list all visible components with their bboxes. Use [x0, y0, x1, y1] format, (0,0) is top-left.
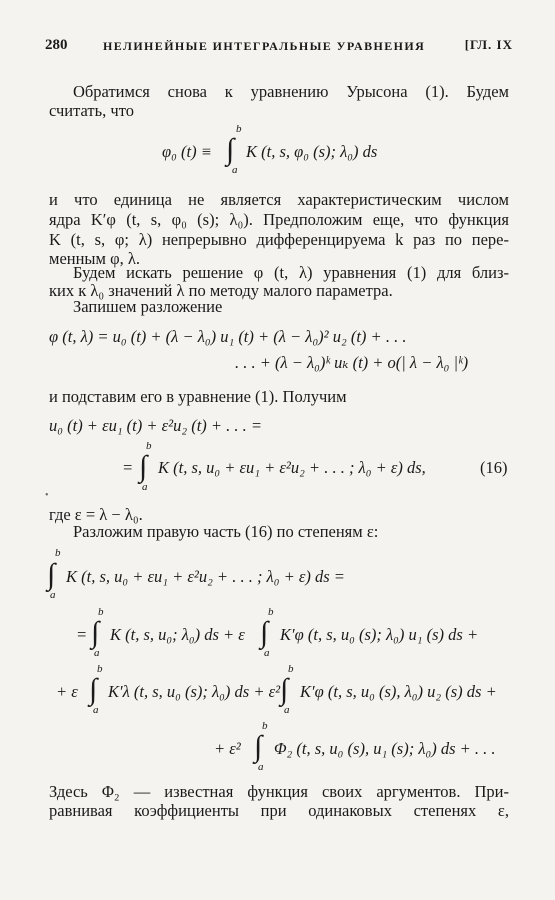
text-line: ких к λ₀ значений λ по методу малого параметра. — [49, 281, 393, 300]
formula-prefix: + ε — [56, 682, 78, 701]
text-line: считать, что — [49, 101, 134, 120]
equation-number: (16) — [480, 458, 508, 477]
integral-sign: ∫ — [91, 616, 100, 649]
integral-sign: ∫ — [280, 673, 289, 706]
integral-upper-limit: b — [268, 606, 274, 618]
text-line: менным φ, λ. — [49, 249, 140, 268]
integral-upper-limit: b — [236, 123, 242, 135]
integral-sign: ∫ — [260, 616, 269, 649]
integral-lower-limit: a — [232, 164, 238, 176]
integral-sign: ∫ — [47, 558, 56, 591]
text-line: ядра K′φ (t, s, φ₀ (s); λ₀). Предположим еще, что функция — [49, 210, 509, 229]
formula-line: φ (t, λ) = u₀ (t) + (λ − λ₀) u₁ (t) + (λ − λ₀)² u₂ (t) + . . . — [49, 327, 407, 346]
integral-lower-limit: a — [284, 704, 290, 716]
integral-lower-limit: a — [93, 704, 99, 716]
integral-lower-limit: a — [142, 481, 148, 493]
text-line: и подставим его в уравнение (1). Получим — [49, 387, 347, 406]
formula-term: K′φ (t, s, u₀ (s), λ₀) u₂ (s) ds + — [300, 682, 497, 701]
formula-rhs: K (t, s, u₀ + εu₁ + ε²u₂ + . . . ; λ₀ + ε) ds, — [158, 458, 426, 477]
formula-term: Φ₂ (t, s, u₀ (s), u₁ (s); λ₀) ds + . . . — [274, 739, 496, 758]
integral-lower-limit: a — [258, 761, 264, 773]
integral-lower-limit: a — [94, 647, 100, 659]
formula-lhs: φ₀ (t) ≡ — [162, 142, 212, 161]
formula-line: K (t, s, u₀ + εu₁ + ε²u₂ + . . . ; λ₀ + ε) ds = — [66, 567, 345, 586]
formula-line: . . . + (λ − λ₀)ᵏ uₖ (t) + o(| λ − λ₀ |ᵏ) — [235, 353, 469, 372]
formula-prefix: + ε² — [214, 739, 241, 758]
integral-lower-limit: a — [264, 647, 270, 659]
integral-sign: ∫ — [226, 133, 235, 166]
formula-term: K (t, s, u₀; λ₀) ds + ε — [110, 625, 245, 644]
integral-sign: ∫ — [89, 673, 98, 706]
text-line: Разложим правую часть (16) по степеням ε: — [73, 522, 379, 541]
running-header — [45, 37, 513, 57]
formula-rhs: K (t, s, φ₀ (s); λ₀) ds — [246, 142, 378, 161]
integral-upper-limit: b — [146, 440, 152, 452]
equals-sign: = — [122, 458, 134, 477]
text-line: Запишем разложение — [73, 297, 223, 316]
text-line: и что единица не является характеристическим числом — [49, 190, 509, 209]
integral-upper-limit: b — [288, 663, 294, 675]
chapter-marker: [ГЛ. IX — [464, 37, 513, 52]
integral-upper-limit: b — [97, 663, 103, 675]
text-line: K (t, s, φ; λ) непрерывно дифференцируема k раз по пере- — [49, 230, 509, 249]
equals-sign: = — [76, 625, 88, 644]
integral-sign: ∫ — [254, 730, 263, 763]
text-line: Будем искать решение φ (t, λ) уравнения (1) для близ- — [73, 263, 509, 282]
running-title: НЕЛИНЕЙНЫЕ ИНТЕГРАЛЬНЫЕ УРАВНЕНИЯ — [103, 39, 426, 53]
formula-line: u₀ (t) + εu₁ (t) + ε²u₂ (t) + . . . = — [49, 416, 263, 435]
integral-upper-limit: b — [98, 606, 104, 618]
text-line: равнивая коэффициенты при одинаковых степенях ε, — [49, 801, 509, 820]
text-line: Обратимся снова к уравнению Урысона (1). Будем — [73, 82, 509, 101]
text-line: где ε = λ − λ₀. — [49, 505, 143, 524]
integral-sign: ∫ — [139, 450, 148, 483]
page-number: 280 — [45, 37, 68, 53]
print-speck: • — [45, 490, 49, 501]
text-line: Здесь Φ₂ — известная функция своих аргументов. При- — [49, 782, 509, 801]
integral-upper-limit: b — [55, 547, 61, 559]
formula-term: K′φ (t, s, u₀ (s); λ₀) u₁ (s) ds + — [280, 625, 479, 644]
formula-term: K′λ (t, s, u₀ (s); λ₀) ds + ε² — [108, 682, 281, 701]
integral-lower-limit: a — [50, 589, 56, 601]
integral-upper-limit: b — [262, 720, 268, 732]
